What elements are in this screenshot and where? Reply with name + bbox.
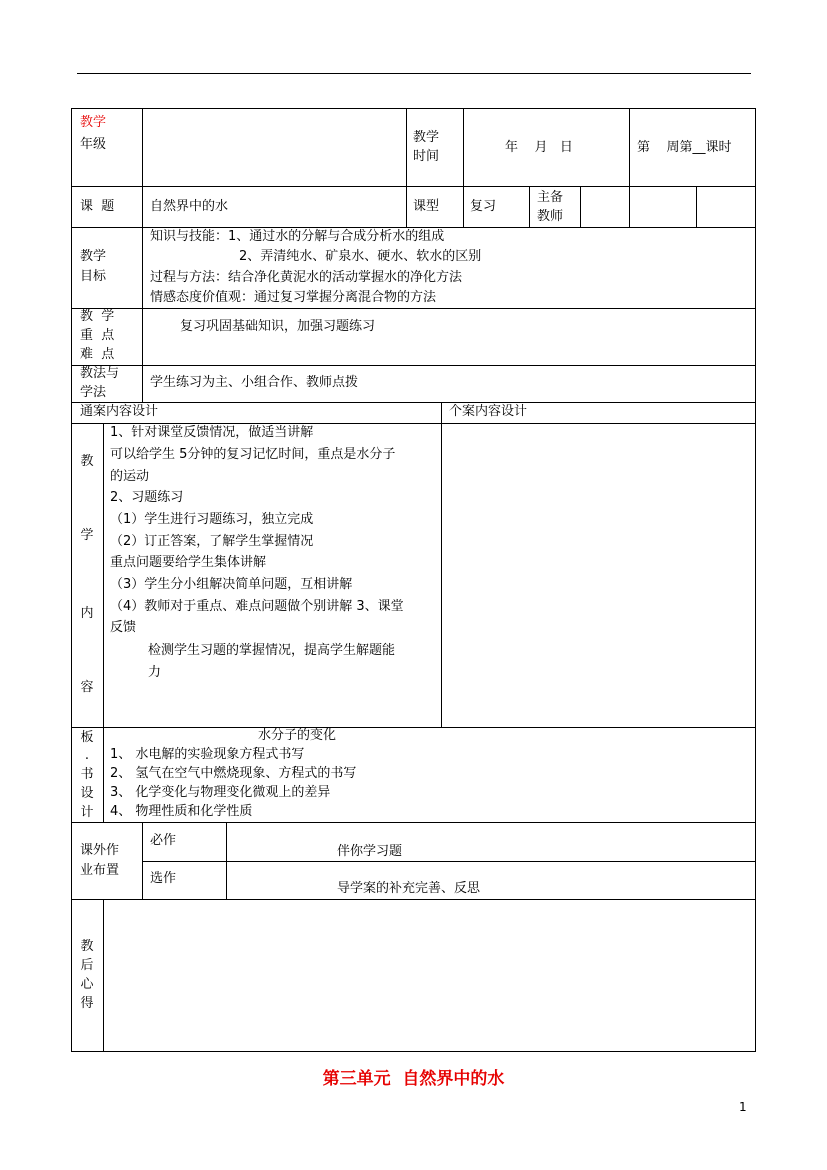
content-label-char-2: 学	[80, 528, 94, 543]
key-points-label-line3: 难 点	[80, 347, 115, 362]
page-number: 1	[739, 1100, 747, 1114]
content-line-9: （4）教师对于重点、难点问题做个别讲解 3、课堂	[110, 599, 404, 614]
time-label-line2: 时间	[413, 149, 440, 164]
content-line-3: 的运动	[110, 469, 150, 484]
reflection-content-cell	[103, 899, 756, 1052]
key-points-label-line1: 教 学	[80, 309, 115, 324]
board-item-1: 1、 水电解的实验现象方程式书写	[110, 747, 305, 762]
goals-label-line1: 教学	[80, 249, 107, 264]
methods-label-line2: 学法	[80, 385, 107, 400]
goals-line-2: 2、弄清纯水、矿泉水、硬水、软水的区别	[239, 249, 482, 264]
grade-label-line1: 教学	[80, 115, 107, 130]
content-line-1: 1、针对课堂反馈情况，做适当讲解	[110, 425, 314, 440]
reflection-label-char-4: 得	[80, 996, 94, 1011]
board-label-char-3: 书	[80, 767, 94, 782]
common-design-header: 通案内容设计	[80, 404, 159, 419]
content-line-8: （3）学生分小组解决简单问题，互相讲解	[110, 577, 353, 592]
content-line-5: （1）学生进行习题练习，独立完成	[110, 512, 314, 527]
reflection-label-char-2: 后	[80, 958, 94, 973]
content-line-10: 反馈	[110, 620, 137, 635]
board-heading: 水分子的变化	[258, 728, 337, 743]
reflection-label-char-3: 心	[80, 977, 94, 992]
content-line-2: 可以给学生 5分钟的复习记忆时间，重点是水分子	[110, 447, 396, 462]
content-line-6: （2）订正答案，了解学生掌握情况	[110, 534, 314, 549]
goals-label-line2: 目标	[80, 269, 107, 284]
homework-required-label: 必作	[150, 833, 177, 848]
goals-line-1: 知识与技能：1、通过水的分解与合成分析水的组成	[150, 229, 445, 244]
key-points-label-line2: 重 点	[80, 328, 115, 343]
board-label-char-5: 计	[80, 805, 94, 820]
homework-optional-content: 导学案的补充完善、反思	[337, 881, 481, 896]
teacher-value-cell	[580, 186, 630, 228]
homework-required-content: 伴你学习题	[337, 844, 403, 859]
content-line-4: 2、习题练习	[110, 490, 184, 505]
topic-extra-cell-1	[629, 186, 697, 228]
board-label-char-2: .	[84, 748, 90, 763]
week-text: 第 周第__课时	[637, 140, 732, 155]
homework-required-content-cell	[226, 822, 756, 862]
content-line-11: 检测学生习题的掌握情况，提高学生解题能	[148, 643, 396, 658]
homework-label-line2: 业布置	[80, 863, 120, 878]
page-title: 第三单元 自然界中的水	[322, 1069, 505, 1089]
header-rule	[77, 73, 751, 74]
board-label-char-1: 板	[80, 730, 94, 745]
type-value: 复习	[470, 199, 497, 214]
homework-optional-label: 选作	[150, 871, 177, 886]
board-item-3: 3、 化学变化与物理变化微观上的差异	[110, 785, 331, 800]
teacher-label-line1: 主备	[537, 190, 564, 205]
board-label-char-4: 设	[80, 786, 94, 801]
methods-content: 学生练习为主、小组合作、教师点拨	[150, 375, 359, 390]
topic-label: 课 题	[80, 199, 115, 214]
topic-value: 自然界中的水	[150, 199, 229, 214]
individual-design-header: 个案内容设计	[449, 404, 528, 419]
topic-extra-cell-2	[696, 186, 756, 228]
content-label-char-1: 教	[80, 454, 94, 469]
goals-line-4: 情感态度价值观：通过复习掌握分离混合物的方法	[150, 290, 437, 305]
homework-optional-content-cell	[226, 861, 756, 900]
methods-label-line1: 教法与	[80, 366, 120, 381]
individual-design-cell	[441, 423, 756, 728]
grade-label-line2: 年级	[80, 137, 107, 152]
teacher-label-line2: 教师	[537, 209, 564, 224]
content-label-char-3: 内	[80, 606, 94, 621]
board-item-2: 2、 氢气在空气中燃烧现象、方程式的书写	[110, 766, 357, 781]
key-points-content: 复习巩固基础知识，加强习题练习	[180, 319, 376, 334]
date-text: 年 月 日	[505, 140, 573, 155]
reflection-label-char-1: 教	[80, 939, 94, 954]
time-label-line1: 教学	[413, 130, 440, 145]
content-line-7: 重点问题要给学生集体讲解	[110, 555, 267, 570]
grade-value-cell	[142, 108, 407, 187]
content-label-char-4: 容	[80, 680, 94, 695]
goals-line-3: 过程与方法：结合净化黄泥水的活动掌握水的净化方法	[150, 270, 463, 285]
board-item-4: 4、 物理性质和化学性质	[110, 804, 253, 819]
homework-label-line1: 课外作	[80, 843, 120, 858]
content-line-12: 力	[148, 665, 162, 680]
type-label: 课型	[413, 199, 440, 214]
